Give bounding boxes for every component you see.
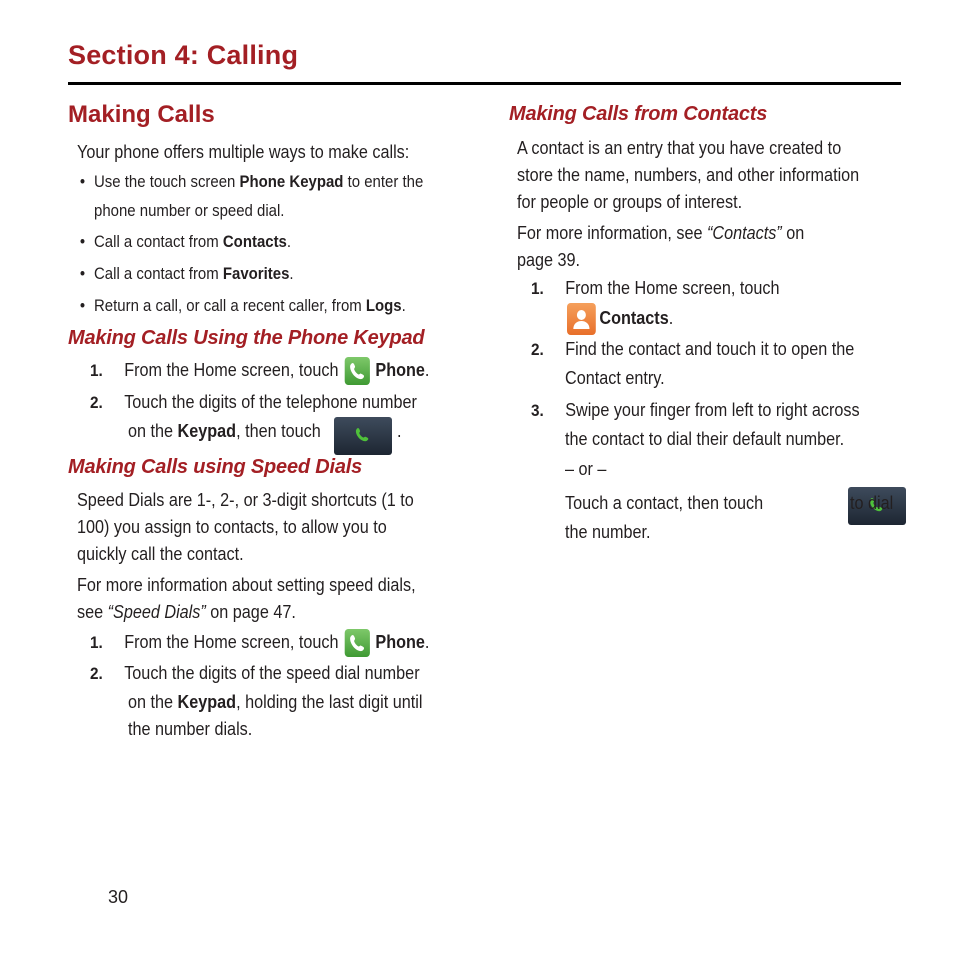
- contacts-paragraph-2: For more information, see “Contacts” on page 39.: [517, 223, 805, 270]
- alt-instruction: Touch a contact, then touch: [565, 493, 764, 513]
- keypad-step-2: 2. Touch the digits of the telephone number: [90, 392, 417, 412]
- keypad-step-2-cont: on the Keypad, then touch: [128, 421, 321, 441]
- intro-text: Your phone offers multiple ways to make calls:: [77, 142, 410, 162]
- phone-app-icon: [345, 357, 370, 385]
- bullet-item: • Return a call, or call a recent caller, from Logs.: [94, 291, 406, 320]
- page-number: 30: [108, 887, 129, 907]
- heading-speed-dials: Making Calls using Speed Dials: [68, 456, 363, 478]
- speed-step-1: 1. From the Home screen, touch Phone.: [90, 629, 429, 657]
- heading-from-contacts: Making Calls from Contacts: [509, 103, 768, 125]
- phone-app-icon: [345, 629, 370, 657]
- contacts-step-3: 3. Swipe your finger from left to right across: [531, 400, 860, 420]
- alt-instruction-cont: the number.: [565, 522, 651, 542]
- or-separator: – or –: [565, 459, 607, 479]
- title-rule: [68, 82, 901, 85]
- speed-step-2: 2. Touch the digits of the speed dial number: [90, 663, 420, 683]
- bullet-item: • Call a contact from Contacts.: [94, 227, 291, 256]
- speed-step-2-cont: on the Keypad, holding the last digit until the number dials.: [128, 692, 423, 739]
- speed-paragraph-1: Speed Dials are 1-, 2-, or 3-digit shortcuts (1 to 100) you assign to contacts, to allow you to quickly call the contact.: [77, 490, 414, 564]
- bullet-dot: •: [79, 172, 86, 191]
- heading-keypad: Making Calls Using the Phone Keypad: [68, 327, 425, 349]
- contacts-step-1: 1. From the Home screen, touch: [531, 278, 780, 298]
- call-button-icon: [334, 417, 392, 455]
- keypad-step-1: 1. From the Home screen, touch Phone.: [90, 357, 429, 385]
- section-title: Section 4: Calling: [68, 40, 299, 70]
- contacts-step-2-cont: Contact entry.: [565, 368, 665, 388]
- contacts-step-3-cont: the contact to dial their default number.: [565, 429, 845, 449]
- alt-instruction-end: to dial: [850, 493, 894, 513]
- bullet-dot: •: [79, 296, 86, 315]
- bullet-dot: •: [79, 232, 86, 251]
- contacts-step-1-cont: Contacts.: [567, 303, 673, 335]
- period: .: [397, 421, 402, 441]
- contacts-step-2: 2. Find the contact and touch it to open the: [531, 339, 855, 359]
- speed-dials-link[interactable]: “Speed Dials”: [107, 602, 206, 622]
- contacts-link[interactable]: “Contacts”: [706, 223, 782, 243]
- bullet-dot: •: [79, 264, 86, 283]
- heading-making-calls: Making Calls: [68, 101, 215, 128]
- bullet-item: • Call a contact from Favorites.: [94, 259, 294, 288]
- contacts-paragraph-1: A contact is an entry that you have created to store the name, numbers, and other information for people or groups of interest.: [517, 138, 860, 212]
- contacts-app-icon: [567, 303, 596, 335]
- bullet-item: • Use the touch screen Phone Keypad to enter the phone number or speed dial.: [94, 167, 423, 225]
- speed-paragraph-2: For more information about setting speed dials, see “Speed Dials” on page 47.: [77, 575, 416, 622]
